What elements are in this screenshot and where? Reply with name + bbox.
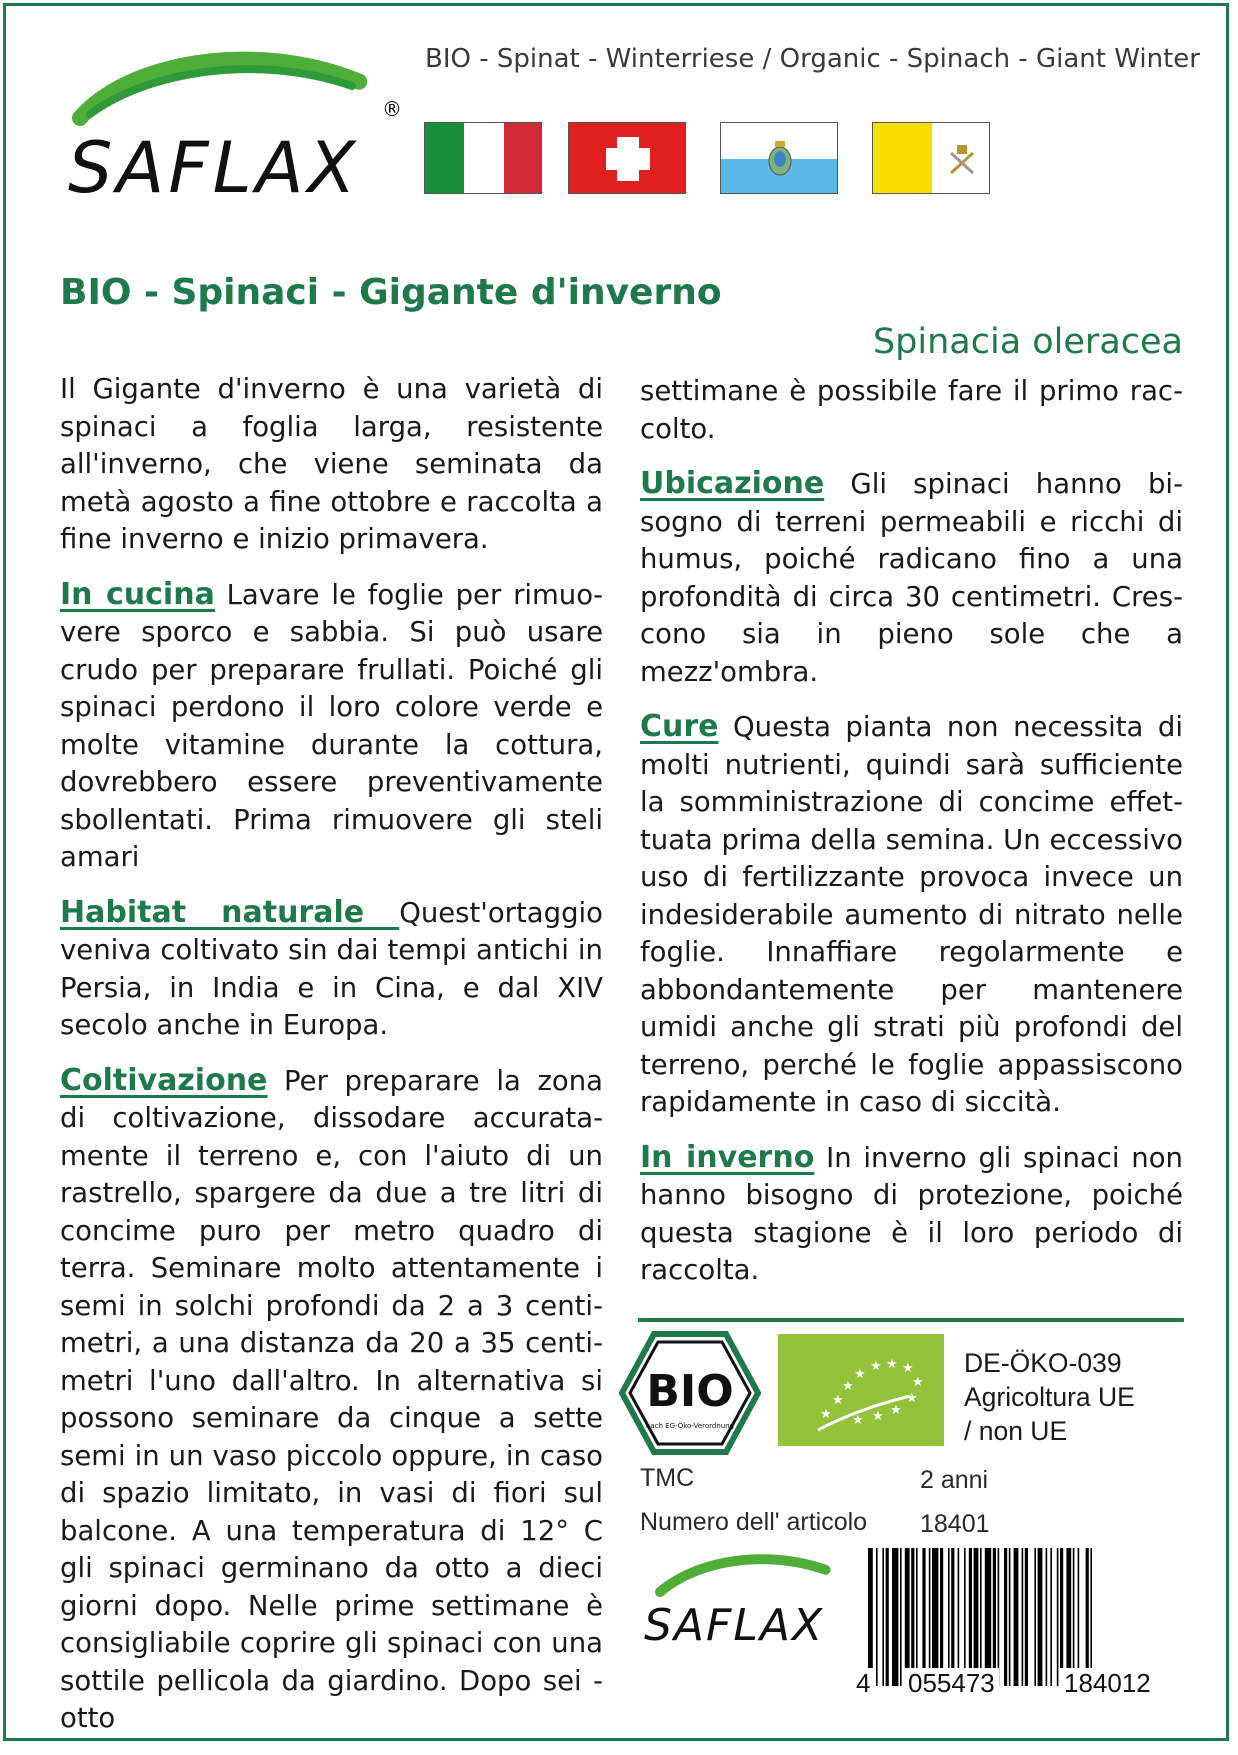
svg-text:★: ★ — [890, 1403, 902, 1418]
barcode-bar — [922, 1548, 925, 1686]
certification-text — [964, 1346, 1135, 1448]
cucina-paragraph — [60, 576, 603, 877]
barcode-bar — [886, 1548, 889, 1686]
barcode-bar — [1014, 1548, 1019, 1686]
habitat-paragraph — [60, 894, 603, 1045]
ubicazione-text: Gli spinaci hanno bisogno di terreni permeabili e ricchi di humus, poiché radicano fino a una profondità di circa 30 centimetri. Crescono sia in pieno sole che a mezz'ombra. — [640, 468, 1183, 688]
article-number-label: Numero dell' articolo — [640, 1508, 868, 1536]
vatican-flag — [872, 122, 990, 194]
cure-paragraph — [640, 708, 1183, 1122]
registered-mark: ® — [382, 97, 402, 121]
barcode-bar — [969, 1548, 972, 1686]
article-number-value: 18401 — [920, 1510, 990, 1538]
barcode-bar — [1009, 1548, 1011, 1686]
latin-name: Spinacia oleracea — [872, 322, 1183, 362]
inverno-text: In inverno gli spinaci non hanno bisogno di protezione, poiché questa stagione è il loro periodo di raccolta. — [640, 1141, 1183, 1286]
barcode-digits-right: 184012 — [1060, 1668, 1155, 1699]
coltivazione-heading: Coltivazione — [60, 1062, 268, 1098]
barcode-bar — [892, 1548, 898, 1686]
saflax-logo — [60, 40, 410, 210]
barcode-bar — [1078, 1548, 1080, 1686]
right-column — [640, 373, 1183, 1307]
cure-text: Questa pianta non necessita di molti nutrienti, quindi sarà sufficiente la somministrazione di concime effettuata prima della semina. Un eccessivo uso di fertilizzante provoca invece un indesiderabile aumento di nitrato nelle foglie. Innaffiare regolarmente e abbondantemente per mantenere umidi anche gli strati più profondi del terreno, perché le foglie appassiscono rapidamente in caso di siccità. — [640, 711, 1183, 1118]
barcode-bar — [1060, 1548, 1063, 1686]
barcode-bar — [932, 1548, 938, 1686]
inverno-paragraph — [640, 1139, 1183, 1290]
barcode-bar — [911, 1548, 914, 1686]
cucina-text: Lavare le foglie per rimuovere sporco e sabbia. Si può usare crudo per preparare frullati. Poiché gli spinaci perdono il loro colore verde e molte vitamine durante la cottura, dovrebbero essere preventivamente sbollentati. Prima rimuovere gli steli amari — [60, 578, 603, 873]
eu-organic-leaf-logo — [778, 1334, 944, 1446]
barcode-bar — [964, 1548, 966, 1686]
svg-text:★: ★ — [872, 1409, 884, 1424]
barcode-bar — [1073, 1548, 1075, 1686]
eu-leaf-stars-icon — [778, 1334, 944, 1446]
barcode-bar — [1090, 1548, 1092, 1686]
barcode-bar — [998, 1548, 1000, 1686]
barcode-bar — [929, 1548, 931, 1686]
habitat-text: Quest'ortaggio veniva coltivato sin dai tempi antichi in Persia, in India e in Cina, e dal XIV secolo anche in Europa. — [60, 896, 603, 1041]
logo-wordmark: SAFLAX — [68, 127, 360, 209]
svg-text:★: ★ — [852, 1413, 864, 1428]
bio-seal-text: BIO — [646, 1366, 734, 1417]
barcode-bar — [974, 1548, 979, 1686]
barcode-bar — [980, 1548, 982, 1686]
barcode-bar — [882, 1548, 884, 1686]
barcode-digits-left: 055473 — [904, 1668, 999, 1699]
tmc-value: 2 anni — [920, 1466, 989, 1494]
barcode-bar — [905, 1548, 910, 1686]
left-column — [60, 371, 603, 1755]
intro-paragraph: Il Gigante d'inverno è una varietà di spinaci a foglia larga, resistente all'inverno, che viene seminata da metà agosto a fine ottobre e raccolta a fine inverno e inizio primavera. — [60, 373, 603, 555]
svg-text:★: ★ — [820, 1407, 832, 1422]
svg-text:★: ★ — [832, 1393, 844, 1408]
cucina-heading: In cucina — [60, 576, 215, 612]
tmc-label: TMC — [640, 1464, 695, 1492]
continuation-paragraph: settimane è possibile fare il primo raccolto. — [640, 375, 1183, 445]
papal-keys-icon — [947, 143, 977, 177]
ubicazione-heading: Ubicazione — [640, 466, 825, 501]
barcode-bar — [948, 1548, 950, 1686]
barcode-bar — [940, 1548, 943, 1686]
barcode-bar — [1004, 1548, 1007, 1686]
coat-of-arms-icon — [765, 139, 795, 179]
ubicazione-paragraph — [640, 465, 1183, 691]
coltivazione-paragraph — [60, 1062, 603, 1738]
barcode-bar — [868, 1548, 873, 1686]
switzerland-flag — [568, 122, 686, 194]
barcode-bar — [1022, 1548, 1024, 1686]
svg-text:★: ★ — [902, 1361, 914, 1376]
barcode-bar — [1066, 1548, 1071, 1686]
barcode-bar — [1050, 1548, 1052, 1686]
barcode-bar — [916, 1548, 918, 1686]
barcode-bar — [958, 1548, 960, 1686]
bio-seal-subtext: nach EG-Öko-Verordnung — [645, 1422, 735, 1430]
barcode-digit-lead: 4 — [852, 1668, 874, 1699]
certification-divider — [638, 1318, 1184, 1322]
san-marino-flag — [720, 122, 838, 194]
barcode-bar — [993, 1548, 996, 1686]
svg-text:★: ★ — [854, 1367, 866, 1382]
svg-text:★: ★ — [906, 1391, 918, 1406]
italy-flag — [424, 122, 542, 194]
barcode-bar — [1086, 1548, 1089, 1686]
barcode-bar — [1038, 1548, 1043, 1686]
product-title: BIO - Spinaci - Gigante d'inverno — [60, 272, 722, 313]
small-logo-wordmark: SAFLAX — [644, 1600, 825, 1650]
barcode-bar — [876, 1548, 878, 1686]
svg-text:★: ★ — [842, 1379, 854, 1394]
barcode-bar — [900, 1548, 902, 1686]
saflax-logo-small — [640, 1546, 852, 1650]
barcode-bar — [951, 1548, 954, 1686]
habitat-heading: Habitat naturale — [60, 894, 400, 930]
barcode-bar — [1025, 1548, 1028, 1686]
bio-seal-icon — [618, 1330, 762, 1456]
barcode-bar — [1057, 1548, 1059, 1686]
barcode-bar — [1046, 1548, 1048, 1686]
certification-line3: / non UE — [964, 1416, 1068, 1446]
header-title: BIO - Spinat - Winterriese / Organic - Spinach - Giant Winter — [425, 44, 1200, 74]
coltivazione-text: Per preparare la zona di coltivazione, dissodare accuratamente il terreno e, con l'aiuto di un rastrello, spargere da due a tre litri di concime puro per metro quadro di terra. Seminare molto attentamente i semi in solchi profondi da 2 a 3 centimetri, a una distanza da 20 a 35 centimetri l'uno dall'altro. In alternativa si possono seminare da cinque a sette semi in un vaso piccolo oppure, in caso di spazio limitato, in vasi di fiori sul balcone. A una temperatura di 12° C gli spinaci germinano da otto a dieci giorni dopo. Nelle prime settimane è consigliabile coprire gli spinaci con una sottile pellicola da giardino. Dopo sei - otto — [60, 1064, 603, 1734]
inverno-heading: In inverno — [640, 1139, 815, 1175]
certification-code: DE-ÖKO-039 — [964, 1348, 1122, 1378]
svg-text:★: ★ — [870, 1359, 882, 1374]
barcode-bar — [985, 1548, 991, 1686]
barcode-bar — [1034, 1548, 1036, 1686]
cure-heading: Cure — [640, 709, 719, 744]
svg-text:★: ★ — [886, 1357, 898, 1372]
certification-line2: Agricoltura UE — [964, 1382, 1135, 1412]
svg-text:★: ★ — [912, 1375, 924, 1390]
